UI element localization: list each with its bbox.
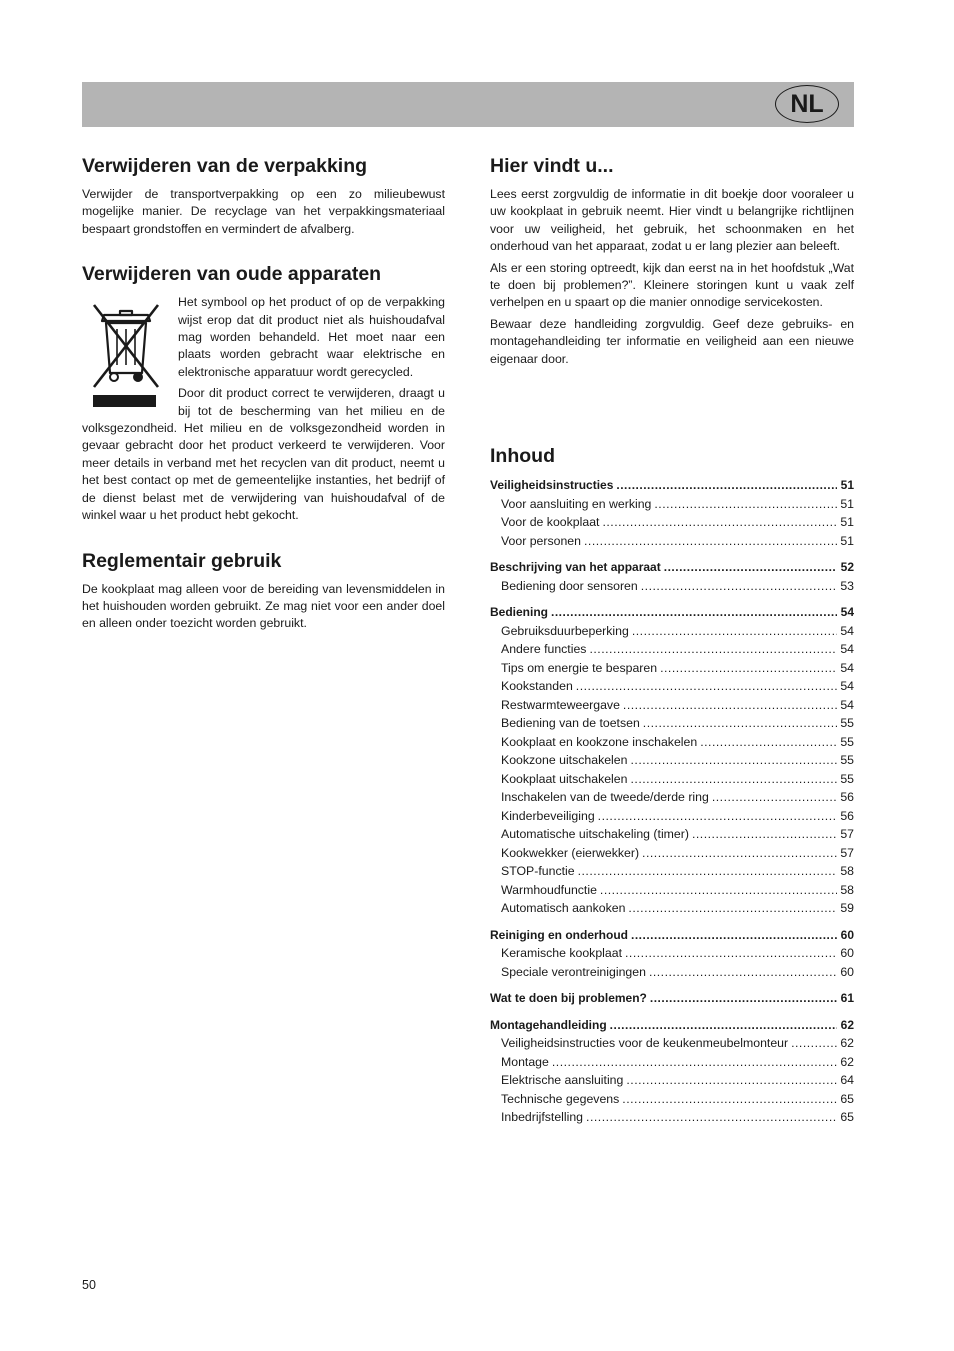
toc-entry [490,807,854,826]
toc-leader-dots [643,714,837,733]
toc-leader-dots [649,963,837,982]
toc-group [490,558,854,595]
toc-page: 51 [840,515,854,530]
toc-entry [490,1034,854,1053]
toc-entry [490,862,854,881]
toc-leader-dots [616,476,837,495]
toc-leader-dots [625,944,837,963]
toc-leader-dots [632,622,837,641]
toc-title: Bediening van de toetsen [501,716,640,731]
section-intro [490,150,854,368]
toc-leader-dots [610,1016,837,1035]
toc-entry [490,899,854,918]
toc-title: Beschrijving van het apparaat [490,560,661,575]
toc-page: 65 [840,1110,854,1125]
toc-title: Inbedrijfstelling [501,1110,584,1125]
toc-entry [490,513,854,532]
toc-title: Bediening door sensoren [501,578,638,593]
toc-title: Speciale verontreinigingen [501,964,646,979]
toc-title: Inschakelen van de tweede/derde ring [501,790,709,805]
toc-entry [490,881,854,900]
toc-leader-dots [664,558,837,577]
toc-title: Voor personen [501,533,581,548]
toc-entry [490,751,854,770]
toc-title: Reiniging en onderhoud [490,927,628,942]
toc-leader-dots [598,807,837,826]
toc-title: Kookstanden [501,679,573,694]
toc-entry [490,622,854,641]
toc-page: 54 [840,605,854,620]
toc-entry [490,844,854,863]
section-old-devices [82,258,445,524]
toc-leader-dots [626,1071,837,1090]
toc-leader-dots [641,577,837,596]
regulation-text: De kookplaat mag alleen voor de bereiding van levensmiddelen in het huishouden worden gebruikt. Ze mag niet voor een ander doel en alleen onder toezicht worden gebruikt. [82,581,445,631]
toc-title: Gebruiksduurbeperking [501,623,629,638]
toc-page: 60 [840,964,854,979]
toc-page: 55 [840,716,854,731]
toc-page: 65 [840,1091,854,1106]
toc-entry [490,944,854,963]
toc-leader-dots [630,751,837,770]
toc-title: Kookplaat uitschakelen [501,771,628,786]
toc-page: 62 [840,1054,854,1069]
intro-text-1: Lees eerst zorgvuldig de informatie in dit boekje door vooraleer u uw kookplaat in gebruik neemt. Hier vindt u belangrijke richtlijnen voor uw veiligheid, het gebruik, het schoonmaken en het onderhoud van het apparaat, zodat u er lang plezier aan beleeft. [490,187,854,254]
section-regulation [82,545,445,633]
regulation-heading: Reglementair gebruik [82,549,282,572]
toc-page: 54 [840,623,854,638]
toc-title: Voor de kookplaat [501,515,600,530]
toc-entry [490,640,854,659]
toc-chapter [490,603,854,622]
toc-leader-dots [791,1034,837,1053]
toc-leader-dots [712,788,837,807]
toc-title: STOP-functie [501,864,575,879]
toc-page: 55 [840,771,854,786]
toc-chapter [490,926,854,945]
toc-entry [490,1053,854,1072]
toc-title: Voor aansluiting en werking [501,496,652,511]
toc-chapter [490,1016,854,1035]
toc-page: 59 [840,901,854,916]
old-devices-text-1: Het symbool op het product of op de verpakking wijst erop dat dit product niet als huishoudafval mag worden behandeld. Het moet naar een plaats worden gebracht waar elektrische en elektronische apparatuur wordt gerecycled. [178,295,445,379]
toc-page: 52 [840,560,854,575]
page-number: 50 [82,1278,96,1292]
old-devices-text-2: Door dit product correct te verwijderen, draagt u bij tot de bescherming van het milieu en de volksgezondheid. Het milieu en de volksgezondheid worden in gevaar gebracht door het product verkeerd te verwijderen. Voor meer details in verband met het recyclen van dit product, neemt u het best contact op met de gemeentelijke instanties, het bedrijf of de dienst belast met de verwijdering van huishoudafval of de winkel waar u het product hebt gekocht. [82,386,445,523]
toc-leader-dots [589,640,837,659]
toc-page: 55 [840,734,854,749]
toc-title: Tips om energie te besparen [501,660,658,675]
toc-leader-dots [623,696,837,715]
toc-leader-dots [584,532,837,551]
toc-leader-dots [600,881,837,900]
toc-entry [490,696,854,715]
toc-entry [490,788,854,807]
packaging-text: Verwijder de transportverpakking op een zo milieubewust mogelijke manier. De recyclage van het verpakkingsmateriaal bespaart grondstoffen en vermindert de afvalberg. [82,187,445,236]
toc-chapter [490,476,854,495]
toc-entry [490,714,854,733]
toc-entry [490,1090,854,1109]
toc-leader-dots [660,659,837,678]
toc-page: 56 [840,790,854,805]
toc-title: Elektrische aansluiting [501,1073,624,1088]
toc-page: 54 [840,642,854,657]
intro-text-2: Als er een storing optreedt, kijk dan eerst na in het hoofdstuk „Wat te doen bij problemen?”. Kleinere storingen kunt u vaak zelf verhelpen en u spaart op die manier onnodige servicekosten. [490,260,854,310]
toc-leader-dots [654,495,837,514]
toc-page: 60 [840,927,854,942]
left-column [82,150,445,653]
toc-title: Bediening [490,605,549,620]
toc-group [490,476,854,550]
table-of-contents [490,476,854,1127]
toc-leader-dots [622,1090,837,1109]
toc-page: 64 [840,1073,854,1088]
toc-heading: Inhoud [490,445,555,468]
toc-group [490,1016,854,1127]
toc-chapter [490,989,854,1008]
right-column [490,150,854,1135]
toc-page: 60 [840,946,854,961]
toc-leader-dots [642,844,837,863]
toc-entry [490,770,854,789]
toc-entry [490,532,854,551]
toc-page: 61 [840,991,854,1006]
toc-leader-dots [586,1108,837,1127]
toc-leader-dots [650,989,837,1008]
toc-leader-dots [578,862,837,881]
toc-entry [490,495,854,514]
toc-title: Kookwekker (eierwekker) [501,845,640,860]
toc-entry [490,577,854,596]
toc-title: Wat te doen bij problemen? [490,991,647,1006]
toc-page: 51 [840,496,854,511]
section-packaging [82,150,445,238]
toc-chapter [490,558,854,577]
toc-title: Kinderbeveiliging [501,808,595,823]
toc-title: Keramische kookplaat [501,946,622,961]
toc-leader-dots [628,899,837,918]
toc-title: Restwarmteweergave [501,697,620,712]
packaging-heading: Verwijderen van de verpakking [82,155,368,177]
toc-page: 54 [840,679,854,694]
toc-page: 62 [840,1036,854,1051]
intro-text-3: Bewaar deze handleiding zorgvuldig. Geef deze gebruiks- en montagehandleiding ter informatie en veiligheid aan een nieuwe eigenaar door. [490,316,854,366]
language-badge: NL [775,85,839,123]
toc-group [490,926,854,982]
toc-group [490,989,854,1008]
toc-page: 57 [840,827,854,842]
toc-page: 53 [840,578,854,593]
header-bar [82,82,854,127]
toc-entry [490,733,854,752]
toc-title: Kookplaat en kookzone inschakelen [501,734,698,749]
toc-leader-dots [551,603,837,622]
toc-title: Andere functies [501,642,587,657]
toc-entry [490,1108,854,1127]
toc-leader-dots [630,770,837,789]
toc-page: 58 [840,882,854,897]
toc-title: Veiligheidsinstructies voor de keukenmeubelmonteur [501,1036,789,1051]
toc-leader-dots [631,926,837,945]
toc-title: Technische gegevens [501,1091,620,1106]
toc-page: 51 [840,533,854,548]
toc-entry [490,677,854,696]
toc-title: Montagehandleiding [490,1017,607,1032]
toc-title: Kookzone uitschakelen [501,753,628,768]
toc-title: Warmhoudfunctie [501,882,597,897]
toc-title: Automatisch aankoken [501,901,626,916]
toc-page: 54 [840,697,854,712]
toc-leader-dots [552,1053,837,1072]
intro-heading: Hier vindt u... [490,155,614,177]
toc-page: 55 [840,753,854,768]
toc-page: 62 [840,1017,854,1032]
toc-title: Automatische uitschakeling (timer) [501,827,689,842]
old-devices-heading: Verwijderen van oude apparaten [82,263,382,286]
toc-title: Montage [501,1054,549,1069]
toc-title: Veiligheidsinstructies [490,478,614,493]
toc-entry [490,963,854,982]
toc-entry [490,825,854,844]
toc-leader-dots [700,733,837,752]
toc-page: 58 [840,864,854,879]
toc-leader-dots [602,513,837,532]
toc-leader-dots [576,677,837,696]
toc-group [490,603,854,918]
toc-page: 57 [840,845,854,860]
crossed-bin-icon [84,297,168,407]
toc-entry [490,659,854,678]
toc-page: 56 [840,808,854,823]
toc-page: 54 [840,660,854,675]
toc-leader-dots [692,825,837,844]
toc-page: 51 [840,478,854,493]
toc-entry [490,1071,854,1090]
